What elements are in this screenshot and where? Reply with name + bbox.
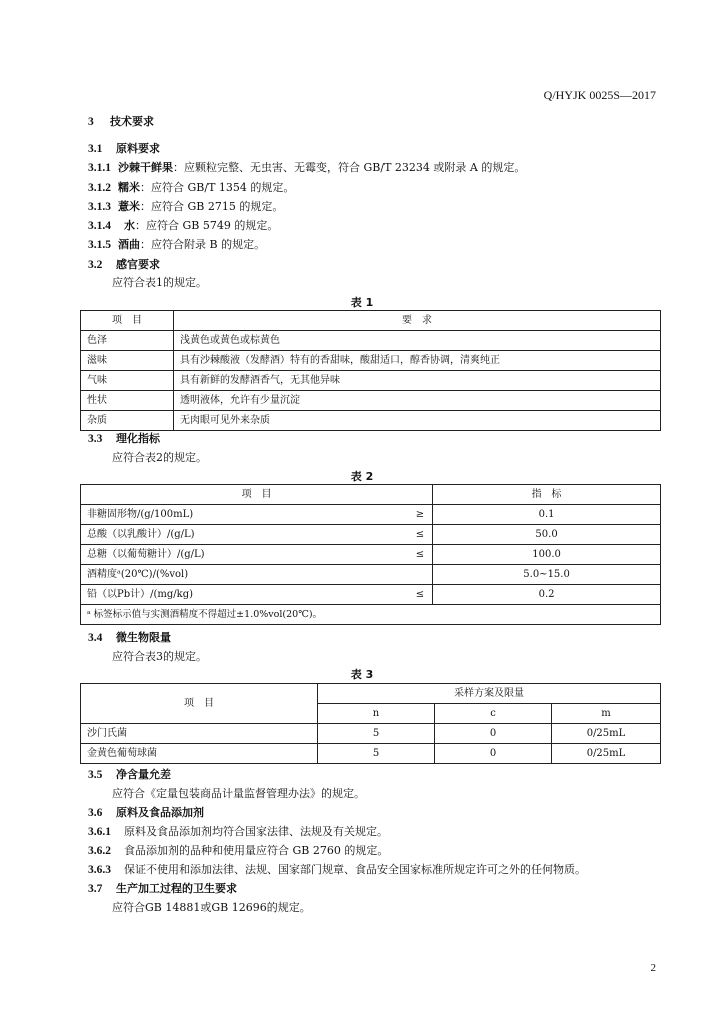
- table-cell: 色泽: [81, 331, 174, 351]
- table-row: [81, 411, 661, 431]
- table-row: [81, 525, 661, 545]
- section-number: 3.3: [88, 433, 103, 445]
- section-3-2-heading: [88, 256, 160, 272]
- table-cell: 5: [318, 744, 435, 764]
- table-cell: 总酸（以乳酸计）/(g/L): [81, 525, 294, 545]
- table-header-cell: 项 目: [81, 684, 318, 724]
- section-number: 3.1: [88, 143, 103, 155]
- table-header-row: [81, 311, 661, 331]
- clause-3-6-3: [88, 861, 586, 877]
- clause-text: ：应符合附录 B 的规定。: [140, 238, 266, 251]
- table-header-cell: 指 标: [433, 485, 661, 505]
- table-2-caption: 表 2: [350, 470, 374, 483]
- table-cell: 滋味: [81, 351, 174, 371]
- table-row: [81, 391, 661, 411]
- table-cell: 非糖固形物/(g/100mL): [81, 505, 294, 525]
- table-cell: 0: [435, 724, 552, 744]
- section-title: 生产加工过程的卫生要求: [116, 882, 237, 895]
- section-number: 3.5: [88, 769, 103, 781]
- clause-text: ：应符合 GB 2715 的规定。: [140, 200, 284, 213]
- section-3-4-body: 应符合表3的规定。: [112, 650, 207, 663]
- clause-text: 食品添加剂的品种和使用量应符合 GB 2760 的规定。: [124, 844, 389, 857]
- table-header-cell: n: [318, 704, 435, 724]
- table-row: [81, 724, 661, 744]
- section-number: 3.7: [88, 883, 103, 895]
- table-cell: 沙门氏菌: [81, 724, 318, 744]
- clause-3-1-1: [88, 159, 525, 175]
- clause-label: 薏米: [118, 200, 140, 213]
- table-cell: ≤: [293, 525, 433, 545]
- clause-text: ：应符合 GB/T 1354 的规定。: [140, 181, 295, 194]
- table-footnote-row: [81, 605, 661, 625]
- table-cell: 0.1: [433, 505, 661, 525]
- clause-3-1-3: [88, 198, 283, 214]
- clause-number: 3.1.2: [88, 182, 111, 194]
- section-title: 理化指标: [116, 432, 160, 445]
- section-number: 3.6: [88, 807, 103, 819]
- section-title: 技术要求: [110, 115, 154, 128]
- table-cell: 0/25mL: [552, 724, 661, 744]
- section-3-2-body: 应符合表1的规定。: [112, 276, 207, 289]
- clause-3-6-2: [88, 842, 388, 858]
- section-3-3-body: 应符合表2的规定。: [112, 451, 207, 464]
- clause-number: 3.1.4: [88, 220, 111, 232]
- clause-number: 3.6.2: [88, 845, 111, 857]
- table-header-cell: 项 目: [81, 311, 174, 331]
- section-title: 原料要求: [116, 142, 160, 155]
- table-row: [81, 565, 661, 585]
- table-cell: 无肉眼可见外来杂质: [174, 411, 661, 431]
- table-header-cell: 要 求: [174, 311, 661, 331]
- table-1-caption: 表 1: [350, 296, 374, 309]
- table-header-cell: 项 目: [81, 485, 433, 505]
- table-1: [80, 310, 661, 431]
- clause-label: 酒曲: [118, 238, 140, 251]
- clause-number: 3.1.5: [88, 239, 111, 251]
- clause-label: 糯米: [118, 181, 140, 194]
- clause-3-1-4: [88, 217, 278, 233]
- table-cell: 杂质: [81, 411, 174, 431]
- document-code: Q/HYJK 0025S—2017: [543, 88, 656, 102]
- table-cell: 100.0: [433, 545, 661, 565]
- section-title: 净含量允差: [116, 768, 171, 781]
- page-number: 2: [650, 962, 656, 974]
- section-3-7-body: 应符合GB 14881或GB 12696的规定。: [112, 901, 311, 914]
- clause-text: ：应颗粒完整、无虫害、无霉变，符合 GB/T 23234 或附录 A 的规定。: [173, 161, 526, 174]
- table-cell: 具有沙棘酸液（发酵酒）特有的香甜味，酸甜适口，醇香协调，清爽纯正: [174, 351, 661, 371]
- table-cell: 5.0~15.0: [433, 565, 661, 585]
- table-row: [81, 585, 661, 605]
- table-row: [81, 331, 661, 351]
- section-number: 3.4: [88, 632, 103, 644]
- table-row: [81, 545, 661, 565]
- table-cell: 透明液体，允许有少量沉淀: [174, 391, 661, 411]
- clause-text: ：应符合 GB 5749 的规定。: [135, 219, 279, 232]
- section-3-1-heading: [88, 140, 160, 156]
- table-cell: ≤: [293, 545, 433, 565]
- section-3-3-heading: [88, 430, 160, 446]
- section-title: 原料及食品添加剂: [116, 806, 204, 819]
- table-header-row: [81, 485, 661, 505]
- table-cell: 5: [318, 724, 435, 744]
- table-cell: ≤: [293, 585, 433, 605]
- table-3-caption: 表 3: [350, 668, 374, 681]
- table-cell: 酒精度ᵃ(20℃)/(%vol): [81, 565, 294, 585]
- table-row: [81, 371, 661, 391]
- table-row: [81, 744, 661, 764]
- section-3-7-heading: [88, 880, 237, 896]
- clause-number: 3.6.1: [88, 826, 111, 838]
- table-cell: 性状: [81, 391, 174, 411]
- section-title: 微生物限量: [116, 631, 171, 644]
- section-3-5-heading: [88, 766, 171, 782]
- table-header-cell: 采样方案及限量: [318, 684, 661, 704]
- table-cell: 浅黄色或黄色或棕黄色: [174, 331, 661, 351]
- table-cell: 0: [435, 744, 552, 764]
- table-cell: 具有新鲜的发酵酒香气，无其他异味: [174, 371, 661, 391]
- table-cell: 金黄色葡萄球菌: [81, 744, 318, 764]
- clause-3-1-2: [88, 179, 294, 195]
- table-cell: 50.0: [433, 525, 661, 545]
- table-cell: 总糖（以葡萄糖计）/(g/L): [81, 545, 294, 565]
- section-title: 感官要求: [116, 258, 160, 271]
- clause-label: 水: [124, 219, 135, 232]
- table-cell: ≥: [293, 505, 433, 525]
- table-header-cell: m: [552, 704, 661, 724]
- table-cell: 铅（以Pb计）/(mg/kg): [81, 585, 294, 605]
- clause-number: 3.6.3: [88, 864, 111, 876]
- table-cell: 0/25mL: [552, 744, 661, 764]
- section-3-4-heading: [88, 629, 171, 645]
- table-3: [80, 683, 661, 764]
- clause-number: 3.1.1: [88, 162, 111, 174]
- clause-3-6-1: [88, 823, 388, 839]
- table-cell: 气味: [81, 371, 174, 391]
- clause-label: 沙棘干鲜果: [118, 161, 173, 174]
- section-3-6-heading: [88, 804, 204, 820]
- table-cell: [293, 565, 433, 585]
- clause-3-1-5: [88, 236, 265, 252]
- section-3-5-body: 应符合《定量包装商品计量监督管理办法》的规定。: [112, 787, 365, 800]
- clause-text: 原料及食品添加剂均符合国家法律、法规及有关规定。: [124, 825, 388, 838]
- table-header-cell: c: [435, 704, 552, 724]
- table-cell: 0.2: [433, 585, 661, 605]
- table-footnote: ᵃ 标签标示值与实测酒精度不得超过±1.0%vol(20℃)。: [81, 605, 661, 625]
- clause-number: 3.1.3: [88, 201, 111, 213]
- clause-text: 保证不使用和添加法律、法规、国家部门规章、食品安全国家标准所规定许可之外的任何物质。: [124, 863, 586, 876]
- section-number: 3.2: [88, 259, 103, 271]
- table-row: [81, 505, 661, 525]
- section-3-heading: [88, 113, 154, 129]
- table-2: [80, 484, 661, 625]
- section-number: 3: [88, 116, 94, 128]
- table-row: [81, 351, 661, 371]
- table-header-row: [81, 684, 661, 704]
